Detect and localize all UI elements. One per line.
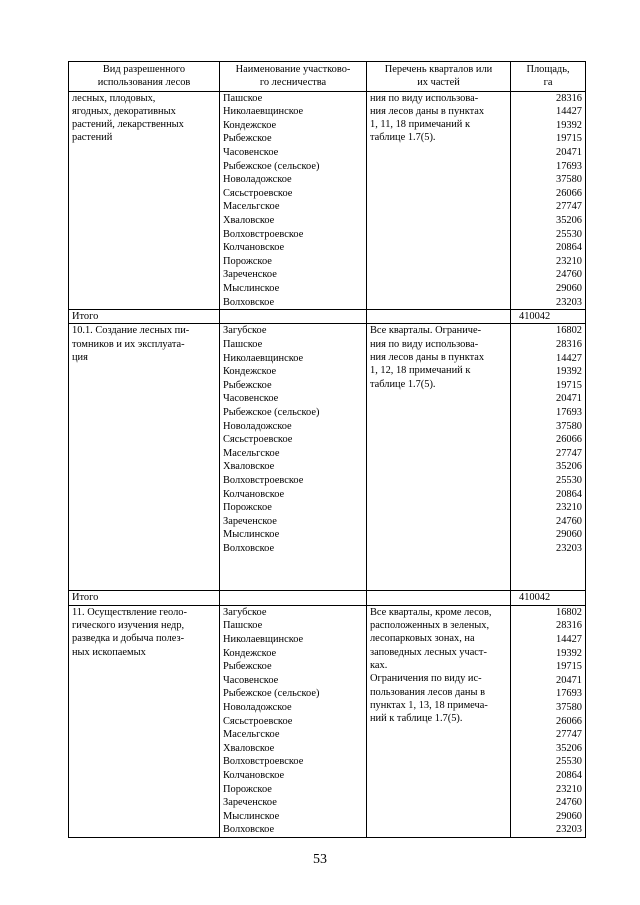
area-value: 16802 [556,325,582,337]
forestry-name: Мыслинское [223,282,280,294]
forestry-name: Николаевщинское [223,106,304,118]
areas-cell [511,324,586,591]
forestry-name: Масельгское [223,729,280,741]
forestry-name: Николаевщинское [223,352,304,364]
forestry-name: Кондежское [223,119,277,131]
forestry-name: Загубское [223,606,267,618]
area-value: 17693 [556,160,582,172]
table-row [69,91,586,310]
area-value: 20864 [556,769,582,781]
forestry-name: Зареченское [223,515,277,527]
area-value: 23203 [556,542,582,554]
use-type-cell: 10.1. Создание лесных пи- томников и их эксплуата- ция [69,324,220,591]
areas-cell [511,605,586,837]
quarters-cell: ния по виду использова- ния лесов даны в пунктах 1, 11, 18 примечаний к таблице 1.7(5). [367,91,511,310]
area-value: 27747 [556,729,582,741]
area-value: 24760 [556,797,582,809]
area-value: 37580 [556,174,582,186]
forestry-name: Волховское [223,296,275,308]
forestry-name: Порожское [223,783,272,795]
total-label: Итого [69,310,220,324]
forestry-name: Новоладожское [223,701,292,713]
header-quarters: Перечень кварталов или их частей [367,62,511,92]
area-value: 23210 [556,783,582,795]
area-value: 23210 [556,502,582,514]
area-value: 14427 [556,106,582,118]
area-value: 24760 [556,515,582,527]
forestry-name: Колчановское [223,769,285,781]
forestry-name: Хваловское [223,214,275,226]
forestry-name: Волховстроевское [223,474,304,486]
area-value: 25530 [556,756,582,768]
forestry-name: Сясьстроевское [223,187,293,199]
area-value: 20471 [556,674,582,686]
forestry-name: Хваловское [223,742,275,754]
forestry-name: Хваловское [223,461,275,473]
area-value: 20471 [556,393,582,405]
header-use-type: Вид разрешенного использования лесов [69,62,220,92]
quarters-cell: Все кварталы, кроме лесов, расположенных в зеленых, лесопарковых зонах, на заповедных лесных участ- ках. Ограничения по виду ис- пользования лесов даны в пунктах 1, 13, 18 примеча- ний к таблице 1.7(5). [367,605,511,837]
header-forestry-name: Наименование участково- го лесничества [220,62,367,92]
area-value: 19715 [556,133,582,145]
area-value: 19392 [556,366,582,378]
forestry-name: Рыбежское [223,133,272,145]
area-value: 29060 [556,529,582,541]
area-value: 17693 [556,688,582,700]
total-row [69,310,586,324]
header-area: Площадь, га [511,62,586,92]
total-value: 410042 [511,310,586,324]
forestry-name: Пашское [223,620,263,632]
area-value: 35206 [556,461,582,473]
forestry-name: Масельгское [223,447,280,459]
forestry-name: Волховстроевское [223,228,304,240]
total-label: Итого [69,591,220,605]
area-value: 20864 [556,488,582,500]
forestry-name: Волховское [223,542,275,554]
forestry-name: Часовенское [223,674,279,686]
forestry-name: Волховское [223,824,275,836]
forestry-names-cell [220,324,367,591]
forestry-name: Мыслинское [223,529,280,541]
area-value: 29060 [556,282,582,294]
area-value: 37580 [556,701,582,713]
area-value: 35206 [556,214,582,226]
area-value: 23210 [556,255,582,267]
use-type-cell: 11. Осуществление геоло- гического изучения недр, разведка и добыча полез- ных ископаемых [69,605,220,837]
area-value: 14427 [556,352,582,364]
forestry-name: Часовенское [223,146,279,158]
area-value: 26066 [556,715,582,727]
forestry-name: Рыбежское (сельское) [223,160,320,172]
forestry-name: Новоладожское [223,174,292,186]
areas-cell [511,91,586,310]
forestry-name: Волховстроевское [223,756,304,768]
table-header-row [69,62,586,92]
forestry-name: Масельгское [223,201,280,213]
area-value: 17693 [556,406,582,418]
forestry-name: Рыбежское (сельское) [223,406,320,418]
forestry-name: Рыбежское [223,379,272,391]
forestry-names-cell [220,91,367,310]
area-value: 19392 [556,119,582,131]
forestry-name: Рыбежское [223,661,272,673]
forestry-name: Загубское [223,325,267,337]
forestry-name: Колчановское [223,488,285,500]
area-value: 14427 [556,633,582,645]
area-value: 28316 [556,338,582,350]
forestry-name: Рыбежское (сельское) [223,688,320,700]
area-value: 16802 [556,606,582,618]
forestry-name: Порожское [223,502,272,514]
forestry-name: Часовенское [223,393,279,405]
forestry-name: Мыслинское [223,810,280,822]
area-value: 20471 [556,146,582,158]
area-value: 26066 [556,187,582,199]
area-value: 19392 [556,647,582,659]
forestry-name: Новоладожское [223,420,292,432]
area-value: 23203 [556,296,582,308]
area-value: 29060 [556,810,582,822]
area-value: 23203 [556,824,582,836]
area-value: 28316 [556,620,582,632]
forestry-name: Колчановское [223,242,285,254]
table-row [69,324,586,591]
forestry-name: Николаевщинское [223,633,304,645]
page-number: 53 [313,852,327,867]
forestry-name: Пашское [223,338,263,350]
area-value: 37580 [556,420,582,432]
total-value: 410042 [511,591,586,605]
forest-use-table [68,61,586,838]
area-value: 35206 [556,742,582,754]
forestry-name: Кондежское [223,366,277,378]
forestry-name: Кондежское [223,647,277,659]
quarters-cell: Все кварталы. Ограниче- ния по виду использова- ния лесов даны в пунктах 1, 12, 18 примечаний к таблице 1.7(5). [367,324,511,591]
area-value: 19715 [556,661,582,673]
area-value: 24760 [556,269,582,281]
use-type-cell: лесных, плодовых, ягодных, декоративных растений, лекарственных растений [69,91,220,310]
forestry-name: Порожское [223,255,272,267]
total-row [69,591,586,605]
area-value: 25530 [556,474,582,486]
area-value: 19715 [556,379,582,391]
forestry-name: Сясьстроевское [223,434,293,446]
area-value: 27747 [556,447,582,459]
forestry-name: Зареченское [223,269,277,281]
area-value: 25530 [556,228,582,240]
forestry-name: Сясьстроевское [223,715,293,727]
forestry-name: Пашское [223,92,263,104]
area-value: 20864 [556,242,582,254]
table-row [69,605,586,837]
area-value: 28316 [556,92,582,104]
forestry-name: Зареченское [223,797,277,809]
area-value: 27747 [556,201,582,213]
forestry-names-cell [220,605,367,837]
area-value: 26066 [556,434,582,446]
